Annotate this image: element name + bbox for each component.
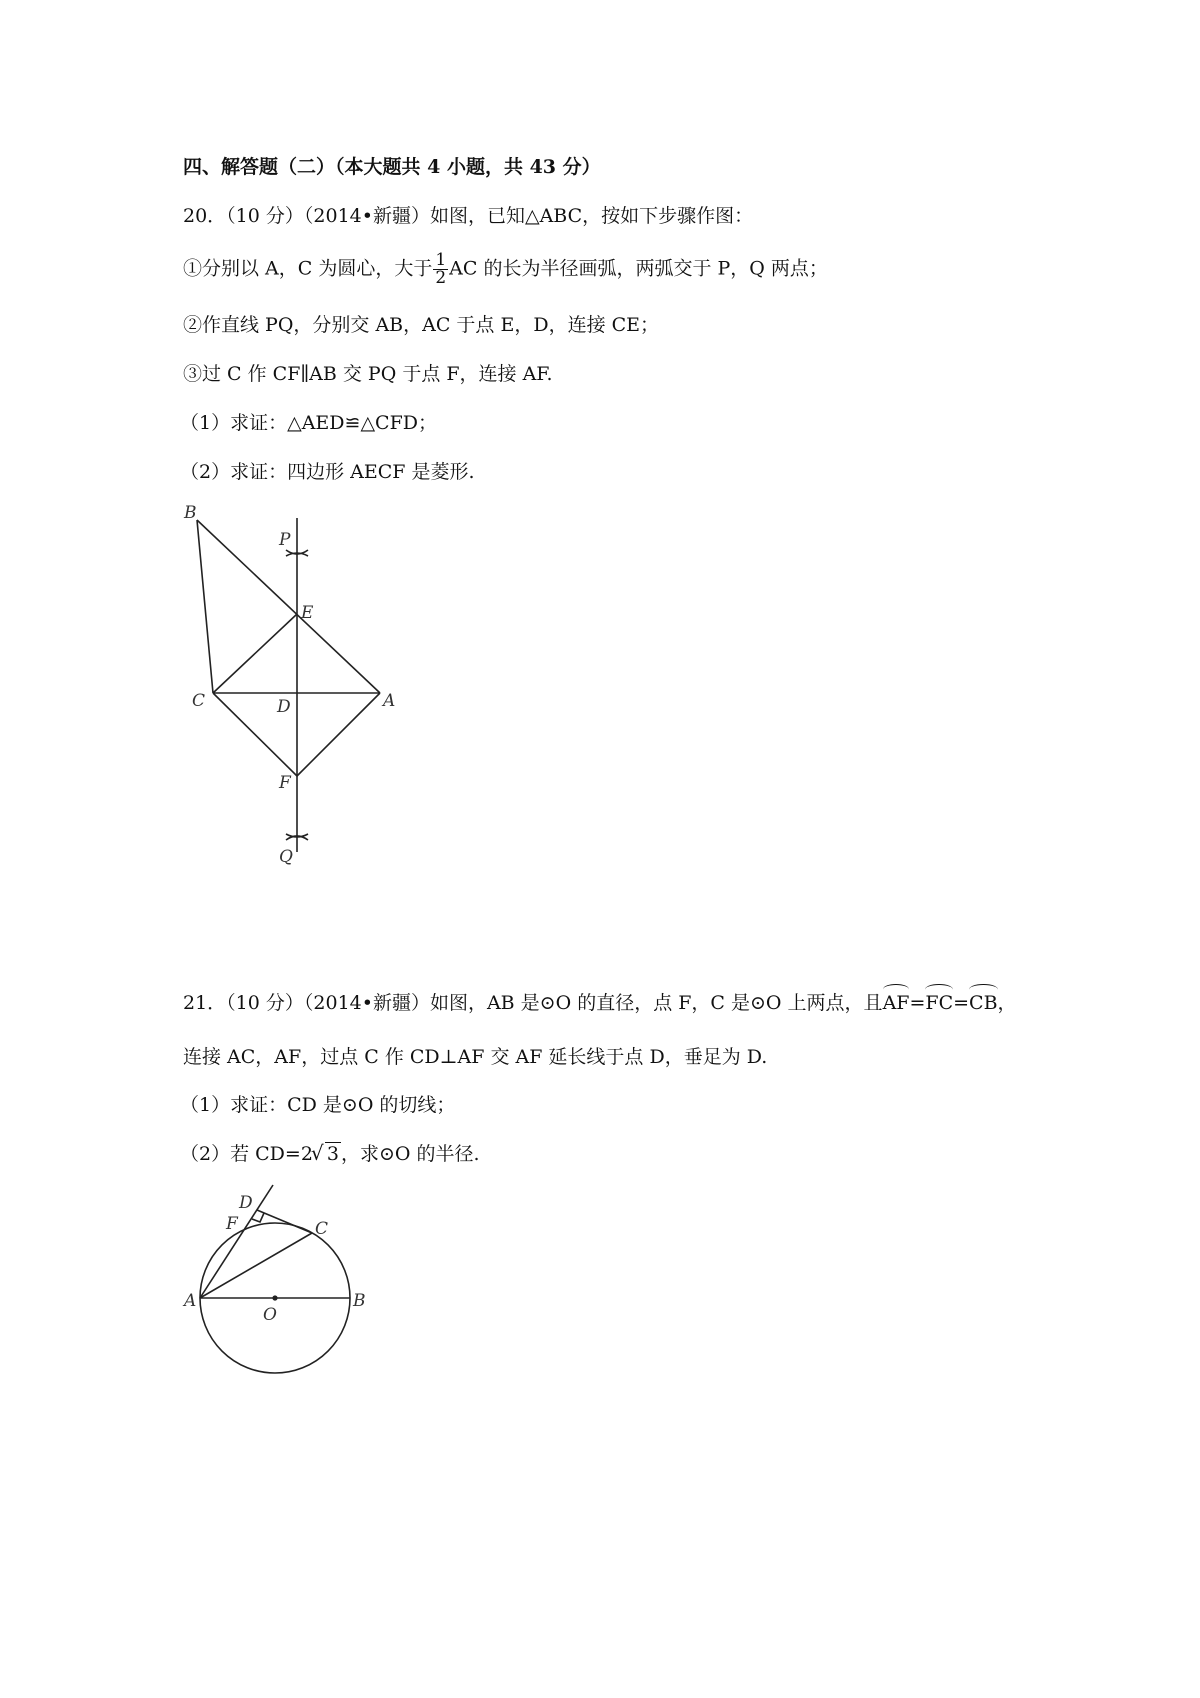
q20-header: 20．（10 分）（2014•新疆）如图，已知△ABC，按如下步骤作图： bbox=[183, 205, 754, 227]
arc-cb: CB bbox=[969, 992, 998, 1014]
segment-ce bbox=[213, 614, 297, 693]
label-b: B bbox=[353, 1291, 366, 1311]
label-d: D bbox=[239, 1193, 253, 1213]
q20-step2: ②作直线 PQ，分别交 AB，AC 于点 E，D，连接 CE； bbox=[183, 314, 660, 336]
fraction-numerator: 1 bbox=[435, 250, 447, 270]
label-a: A bbox=[383, 691, 396, 711]
arc-af: AF bbox=[882, 992, 910, 1014]
label-c: C bbox=[315, 1219, 329, 1239]
label-f: F bbox=[226, 1214, 238, 1234]
q21-part2-pre: （2）若 CD=2 bbox=[180, 1143, 313, 1165]
q21-part1: （1）求证：CD 是⊙O 的切线； bbox=[180, 1094, 456, 1116]
segment-fa bbox=[297, 693, 380, 776]
q20-step1 bbox=[183, 252, 828, 287]
segment-dc bbox=[257, 1210, 312, 1233]
sqrt-symbol bbox=[313, 1143, 341, 1166]
label-b: B bbox=[184, 503, 197, 523]
arc-fc: FC bbox=[925, 992, 954, 1014]
sqrt-radicand: 3 bbox=[326, 1143, 340, 1165]
q20-part2: （2）求证：四边形 AECF 是菱形. bbox=[180, 461, 475, 483]
label-d: D bbox=[277, 697, 291, 717]
center-dot-o bbox=[272, 1295, 277, 1300]
q20-step1-pre: ①分别以 A，C 为圆心，大于 bbox=[183, 257, 433, 280]
label-p: P bbox=[279, 530, 291, 550]
fraction-one-half bbox=[433, 252, 448, 287]
segment-bc bbox=[197, 520, 213, 693]
q20-step1-post: AC 的长为半径画弧，两弧交于 P，Q 两点； bbox=[449, 257, 828, 280]
label-o: O bbox=[263, 1305, 277, 1325]
fraction-denominator: 2 bbox=[435, 268, 447, 288]
q21-line1 bbox=[183, 992, 1017, 1015]
label-e: E bbox=[301, 603, 314, 623]
q20-part1: （1）求证：△AED≌△CFD； bbox=[180, 412, 438, 434]
label-a: A bbox=[184, 1291, 197, 1311]
q21-line2: 连接 AC，AF，过点 C 作 CD⊥AF 交 AF 延长线于点 D，垂足为 D. bbox=[183, 1046, 768, 1068]
q21-line1-pre: 21．（10 分）（2014•新疆）如图，AB 是⊙O 的直径，点 F，C 是⊙O 上两点，且 bbox=[183, 992, 883, 1014]
q21-line1-post: ， bbox=[997, 992, 1017, 1014]
segment-ac bbox=[200, 1233, 312, 1298]
equals-sign: = bbox=[953, 992, 970, 1014]
q21-part2-post: ，求⊙O 的半径. bbox=[341, 1143, 480, 1165]
line-ad bbox=[200, 1185, 273, 1298]
label-c: C bbox=[192, 691, 206, 711]
q20-step3: ③过 C 作 CF∥AB 交 PQ 于点 F，连接 AF. bbox=[183, 363, 553, 385]
section-title: 四、解答题（二）（本大题共 4 小题，共 43 分） bbox=[183, 156, 601, 178]
q21-figure bbox=[175, 1175, 375, 1375]
label-f: F bbox=[279, 773, 291, 793]
q21-part2 bbox=[180, 1143, 480, 1166]
q20-figure bbox=[160, 490, 420, 870]
equals-sign: = bbox=[909, 992, 926, 1014]
label-q: Q bbox=[279, 847, 293, 867]
